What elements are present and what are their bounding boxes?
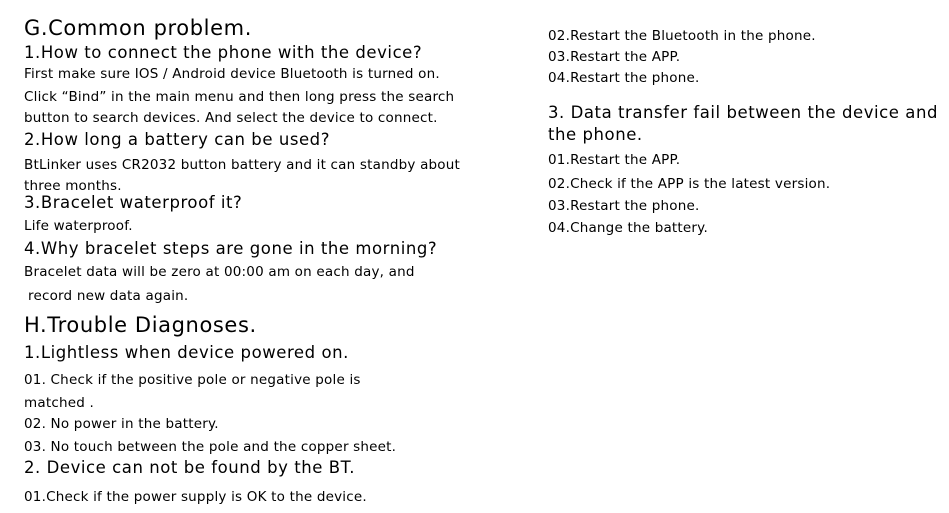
fix-not-found-1: 01.Check if the power supply is OK to the device. (24, 489, 367, 505)
section-title-common-problem: G.Common problem. (24, 16, 252, 40)
answer-connect-line-2: Click “Bind” in the main menu and then long press the search (24, 89, 455, 105)
fix-transfer-1: 01.Restart the APP. (548, 152, 681, 168)
issue-lightless: 1.Lightless when device powered on. (24, 343, 349, 362)
fix-not-found-4: 04.Restart the phone. (548, 70, 700, 86)
fix-not-found-3: 03.Restart the APP. (548, 49, 681, 65)
fix-transfer-4: 04.Change the battery. (548, 220, 708, 236)
issue-data-transfer-fail: 3. Data transfer fail between the device and the phone. (548, 103, 938, 144)
issue-device-not-found: 2. Device can not be found by the BT. (24, 458, 356, 477)
question-waterproof: 3.Bracelet waterproof it? (24, 193, 243, 212)
fix-lightless-1-line-1: 01. Check if the positive pole or negative pole is (24, 372, 361, 388)
answer-connect-line-1: First make sure IOS / Android device Bluetooth is turned on. (24, 66, 440, 82)
question-connect-phone: 1.How to connect the phone with the device? (24, 43, 423, 62)
answer-battery-line-1: BtLinker uses CR2032 button battery and it can standby about (24, 157, 461, 173)
fix-not-found-2: 02.Restart the Bluetooth in the phone. (548, 28, 816, 44)
answer-waterproof: Life waterproof. (24, 218, 133, 234)
answer-connect-line-3: button to search devices. And select the device to connect. (24, 110, 438, 126)
fix-transfer-2: 02.Check if the APP is the latest version. (548, 176, 831, 192)
question-steps-gone: 4.Why bracelet steps are gone in the morning? (24, 239, 438, 258)
fix-lightless-2: 02. No power in the battery. (24, 416, 219, 432)
answer-steps-line-1: Bracelet data will be zero at 00:00 am on each day, and (24, 264, 415, 280)
section-title-trouble-diagnoses: H.Trouble Diagnoses. (24, 313, 257, 337)
question-battery-life: 2.How long a battery can be used? (24, 130, 331, 149)
fix-lightless-1-line-2: matched . (24, 395, 94, 411)
answer-steps-line-2: record new data again. (28, 288, 189, 304)
fix-transfer-3: 03.Restart the phone. (548, 198, 700, 214)
answer-battery-line-2: three months. (24, 178, 122, 194)
fix-lightless-3: 03. No touch between the pole and the copper sheet. (24, 439, 397, 455)
